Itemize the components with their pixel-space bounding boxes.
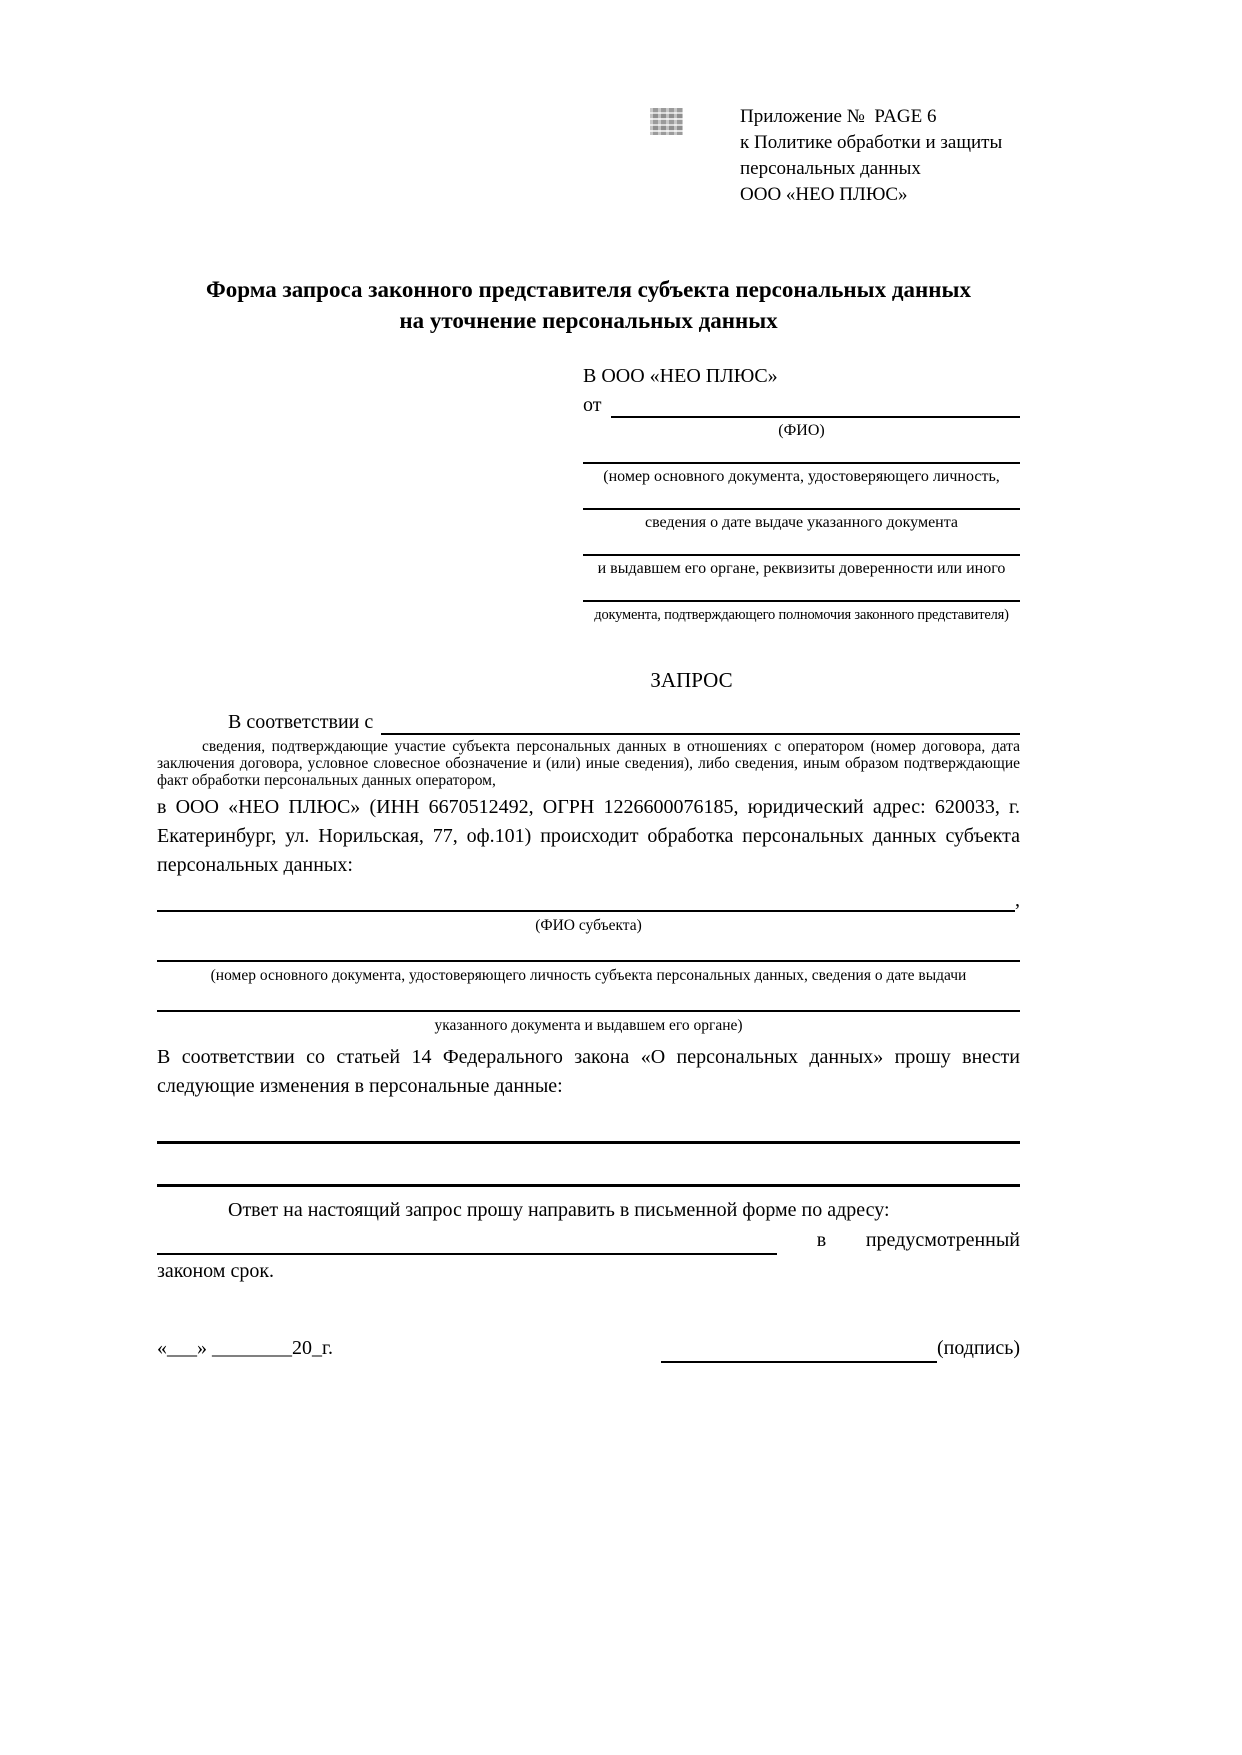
doc-caption-3: и выдавшем его органе, реквизиты доверенности или иного	[597, 560, 1006, 577]
date-blank-line: «___» ________20_г.	[157, 1337, 333, 1359]
signature-caption: (подпись)	[936, 1337, 1020, 1359]
doc-caption-1: (номер основного документа, удостоверяющего личность,	[603, 468, 1000, 485]
answer-line-1: Ответ на настоящий запрос прошу направить в письменной форме по адресу:	[228, 1199, 890, 1221]
subject-doc-caption-2: указанного документа и выдавшем его органе)	[434, 1017, 743, 1034]
document-title-line-2: на уточнение персональных данных	[399, 308, 778, 333]
subject-fio-row	[157, 886, 1020, 912]
trailing-comma: ,	[1015, 889, 1020, 911]
address-blank-line	[157, 1231, 777, 1255]
blank-field-line	[157, 935, 1020, 962]
appendix-line-4: ООО «НЕО ПЛЮС»	[740, 184, 908, 205]
subject-doc-caption-1: (номер основного документа, удостоверяющего личность субъекта персональных данных, сведения о дате выдачи	[210, 967, 967, 984]
signature-field	[661, 1333, 1020, 1363]
article-paragraph: В соответствии со статьей 14 Федерального закона «О персональных данных» прошу внести следующие изменения в персональные данные:	[157, 1046, 1020, 1097]
blank-field-line	[583, 579, 1020, 602]
intro-field-row	[157, 709, 1020, 735]
blank-field-line	[583, 487, 1020, 510]
answer-word-1: в	[816, 1229, 827, 1251]
request-heading: ЗАПРОС	[650, 668, 733, 692]
doc-caption-4: документа, подтверждающего полномочия законного представителя)	[594, 607, 1009, 623]
subject-fio-blank-line	[157, 886, 1015, 912]
blurred-stamp-icon	[650, 108, 683, 135]
intro-blank-line	[381, 709, 1020, 735]
fine-print-note: сведения, подтверждающие участие субъекта персональных данных в отношениях с оператором (номер договора, дата заключения договора, условное словесное обозначение и (или) иные сведения), либо сведения, иным образом подтверждающие факт обработки персональных данных оператором,	[157, 738, 1020, 789]
subject-fio-caption: (ФИО субъекта)	[535, 917, 642, 934]
answer-line-3: законом срок.	[157, 1260, 275, 1282]
document-title-line-1: Форма запроса законного представителя субъекта персональных данных	[206, 277, 971, 302]
signature-blank-line	[661, 1339, 937, 1363]
doc-caption-2: сведения о дате выдаче указанного документа	[644, 514, 959, 531]
document-title	[157, 274, 1020, 336]
from-label: от	[583, 394, 602, 416]
from-blank-line	[611, 392, 1020, 418]
operator-paragraph: в ООО «НЕО ПЛЮС» (ИНН 6670512492, ОГРН 1226600076185, юридический адрес: 620033, г. Екатеринбург, ул. Норильская, 77, оф.101) происходит обработка персональных данных субъекта персональных данных:	[157, 796, 1020, 876]
blank-field-line	[157, 1101, 1020, 1144]
subject-fields-block	[157, 886, 1020, 1035]
answer-address-row	[157, 1225, 1020, 1255]
blank-field-line	[583, 441, 1020, 464]
appendix-line-2: к Политике обработки и защиты	[740, 132, 1003, 153]
blank-field-line	[583, 533, 1020, 556]
blank-field-line	[157, 985, 1020, 1012]
blank-field-line	[157, 1144, 1020, 1187]
document-content	[157, 100, 1020, 1363]
from-field-row	[583, 392, 1020, 418]
appendix-block	[740, 100, 1022, 208]
footer-row	[157, 1333, 1020, 1363]
intro-prefix: В соответствии с	[228, 711, 374, 733]
answer-word-2: предусмотренный	[865, 1229, 1020, 1251]
addressee-to: В ООО «НЕО ПЛЮС»	[583, 365, 778, 387]
appendix-line-1: Приложение № PAGE 6	[740, 106, 937, 127]
answer-block	[157, 1195, 1020, 1287]
header-area	[157, 100, 1020, 212]
appendix-line-3: персональных данных	[740, 158, 921, 179]
fio-caption: (ФИО)	[778, 422, 825, 439]
addressee-block	[583, 362, 1020, 625]
